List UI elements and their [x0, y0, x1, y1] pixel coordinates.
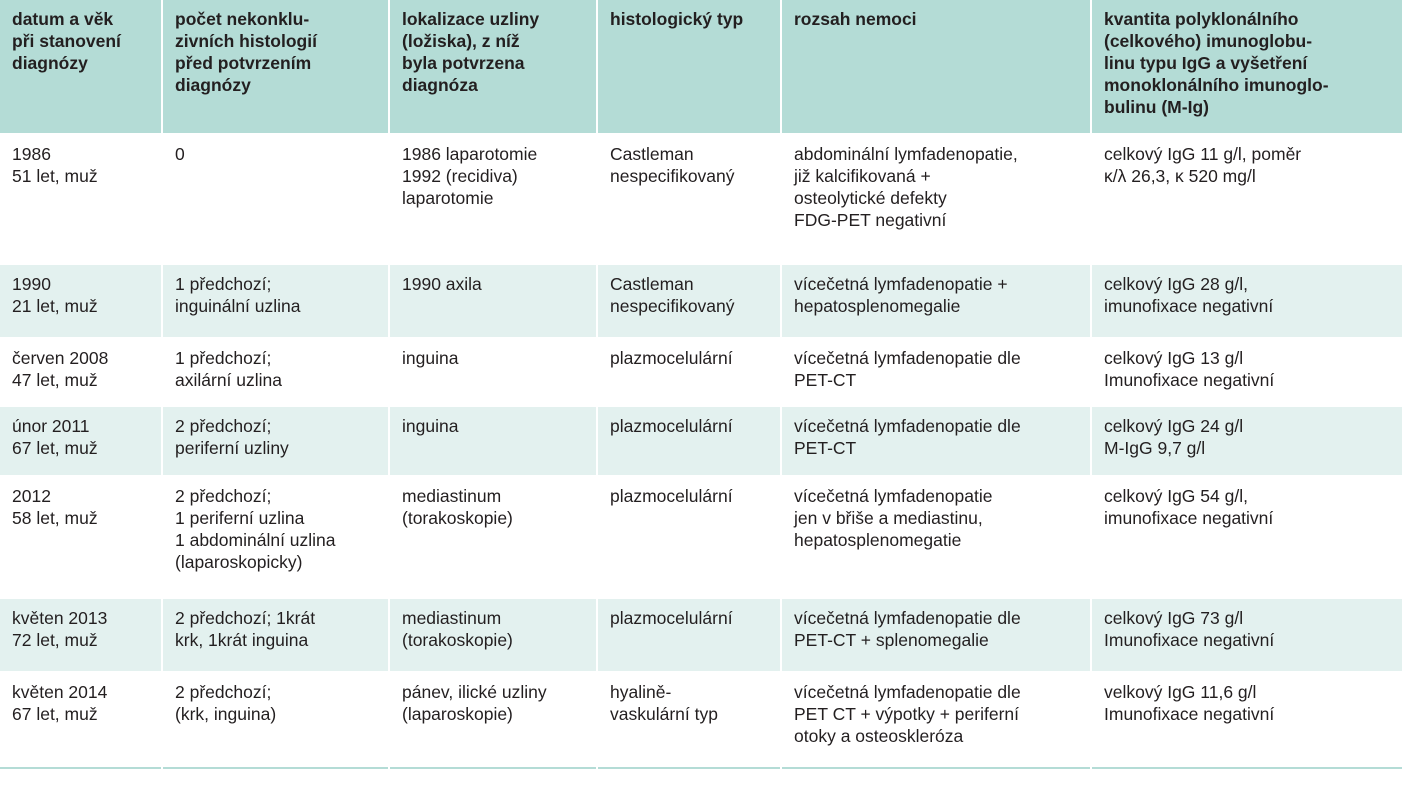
cell-disease-extent: vícečetná lymfadenopatie dle PET-CT — [781, 406, 1091, 476]
header-disease-extent: rozsah nemoci — [781, 0, 1091, 134]
cell-histologic-type: plazmocelulární — [597, 338, 781, 406]
header-diagnosis-date-age: datum a věk při stanovení diagnózy — [0, 0, 162, 134]
cell-immunoglobulin: celkový IgG 11 g/l, poměr κ/λ 26,3, κ 520 mg/l — [1091, 134, 1402, 264]
table-row — [0, 134, 1402, 264]
table-row — [0, 338, 1402, 406]
table-row — [0, 406, 1402, 476]
cell-node-location: inguina — [389, 338, 597, 406]
table-row — [0, 264, 1402, 338]
cell-node-location: 1990 axila — [389, 264, 597, 338]
cell-prior-histologies: 2 předchozí; 1 periferní uzlina 1 abdominální uzlina (laparoskopicky) — [162, 476, 389, 598]
cell-node-location: pánev, ilické uzliny (laparoskopie) — [389, 672, 597, 768]
cell-node-location: inguina — [389, 406, 597, 476]
cell-immunoglobulin: celkový IgG 28 g/l, imunofixace negativní — [1091, 264, 1402, 338]
cell-diagnosis-date-age: 1990 21 let, muž — [0, 264, 162, 338]
cell-histologic-type: hyalině- vaskulární typ — [597, 672, 781, 768]
cell-histologic-type: Castleman nespecifikovaný — [597, 264, 781, 338]
cell-immunoglobulin: celkový IgG 13 g/l Imunofixace negativní — [1091, 338, 1402, 406]
cell-diagnosis-date-age: únor 2011 67 let, muž — [0, 406, 162, 476]
cell-diagnosis-date-age: květen 2014 67 let, muž — [0, 672, 162, 768]
table-row — [0, 476, 1402, 598]
header-row — [0, 0, 1402, 134]
table-body — [0, 134, 1402, 768]
cell-prior-histologies: 1 předchozí; inguinální uzlina — [162, 264, 389, 338]
table-row — [0, 672, 1402, 768]
header-immunoglobulin: kvantita polyklonálního (celkového) imunoglobu- linu typu IgG a vyšetření monoklonálního imunoglo- bulinu (M-Ig) — [1091, 0, 1402, 134]
cell-disease-extent: abdominální lymfadenopatie, již kalcifikovaná + osteolytické defekty FDG-PET negativní — [781, 134, 1091, 264]
header-node-location: lokalizace uzliny (ložiska), z níž byla potvrzena diagnóza — [389, 0, 597, 134]
table-header — [0, 0, 1402, 134]
cell-diagnosis-date-age: květen 2013 72 let, muž — [0, 598, 162, 672]
cell-histologic-type: plazmocelulární — [597, 406, 781, 476]
cell-prior-histologies: 2 předchozí; 1krát krk, 1krát inguina — [162, 598, 389, 672]
cell-diagnosis-date-age: červen 2008 47 let, muž — [0, 338, 162, 406]
cell-prior-histologies: 2 předchozí; (krk, inguina) — [162, 672, 389, 768]
cell-disease-extent: vícečetná lymfadenopatie + hepatosplenomegalie — [781, 264, 1091, 338]
cell-node-location: 1986 laparotomie 1992 (recidiva) laparotomie — [389, 134, 597, 264]
cell-immunoglobulin: celkový IgG 54 g/l, imunofixace negativní — [1091, 476, 1402, 598]
cell-histologic-type: plazmocelulární — [597, 598, 781, 672]
cell-histologic-type: Castleman nespecifikovaný — [597, 134, 781, 264]
cell-prior-histologies: 1 předchozí; axilární uzlina — [162, 338, 389, 406]
cell-node-location: mediastinum (torakoskopie) — [389, 598, 597, 672]
cell-disease-extent: vícečetná lymfadenopatie dle PET-CT + splenomegalie — [781, 598, 1091, 672]
cell-diagnosis-date-age: 1986 51 let, muž — [0, 134, 162, 264]
cell-immunoglobulin: celkový IgG 24 g/l M-IgG 9,7 g/l — [1091, 406, 1402, 476]
cell-node-location: mediastinum (torakoskopie) — [389, 476, 597, 598]
cell-disease-extent: vícečetná lymfadenopatie dle PET-CT — [781, 338, 1091, 406]
header-prior-histologies: počet nekonklu- zivních histologií před potvrzením diagnózy — [162, 0, 389, 134]
table-row — [0, 598, 1402, 672]
cell-disease-extent: vícečetná lymfadenopatie jen v břiše a mediastinu, hepatosplenomegatie — [781, 476, 1091, 598]
cell-immunoglobulin: celkový IgG 73 g/l Imunofixace negativní — [1091, 598, 1402, 672]
cell-disease-extent: vícečetná lymfadenopatie dle PET CT + výpotky + periferní otoky a osteoskleróza — [781, 672, 1091, 768]
cell-immunoglobulin: velkový IgG 11,6 g/l Imunofixace negativní — [1091, 672, 1402, 768]
cell-prior-histologies: 0 — [162, 134, 389, 264]
header-histologic-type: histologický typ — [597, 0, 781, 134]
cell-histologic-type: plazmocelulární — [597, 476, 781, 598]
cell-diagnosis-date-age: 2012 58 let, muž — [0, 476, 162, 598]
cell-prior-histologies: 2 předchozí; periferní uzliny — [162, 406, 389, 476]
